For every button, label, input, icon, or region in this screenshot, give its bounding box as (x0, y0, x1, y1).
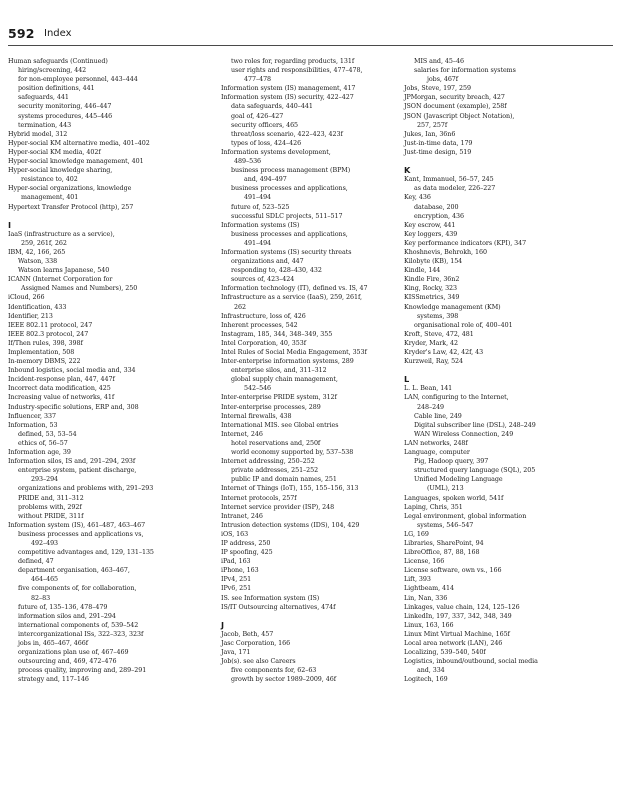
index-subentry: position definitions, 441 (18, 85, 95, 93)
index-entry: Intranet, 246 (221, 512, 263, 520)
header-rule (8, 45, 613, 46)
index-subentry: termination, 443 (18, 121, 72, 129)
index-entry: Intel Corporation, 40, 353f (221, 339, 307, 347)
section-letter-heading: L (404, 374, 410, 385)
index-entry: Hyper-social KM media, 402f (8, 148, 101, 156)
index-subentry: security officers, 465 (231, 121, 299, 129)
section-letter-heading: J (221, 619, 225, 630)
index-entry: management, 401 (21, 194, 79, 202)
index-entry: Hyper-social organizations, knowledge (8, 185, 132, 193)
index-subentry: department organisation, 463–467, (18, 567, 130, 575)
index-entry: Khoshnevis, Behrokh, 160 (404, 248, 487, 256)
index-entry: Inbound logistics, social media and, 334 (8, 367, 136, 375)
index-entry: Jacob, Beth, 457 (221, 630, 274, 638)
index-entry: Internet, 246 (221, 430, 263, 438)
index-subentry: two roles for, regarding products, 131f (231, 58, 355, 65)
index-subentry: information silos and, 291–294 (18, 612, 116, 620)
index-subentry: sources of, 423–424 (231, 276, 295, 284)
index-subentry: global supply chain management, (231, 376, 338, 384)
index-entry: Internet addressing, 250–252 (221, 458, 315, 466)
index-entry: Kant, Immanuel, 56–57, 245 (404, 176, 494, 184)
index-subentry: safeguards, 441 (18, 94, 69, 102)
index-entry: Kryder's Law, 42, 42f, 43 (404, 349, 484, 356)
index-entry: Influencer, 337 (8, 412, 56, 420)
index-entry: In-memory DBMS, 222 (8, 358, 81, 366)
index-entry: systems, 398 (417, 312, 459, 320)
section-spacer (221, 612, 421, 621)
index-subentry: business processes and applications, (231, 185, 348, 193)
index-subentry: without PRIDE, 311f (18, 512, 84, 520)
index-entry: Key, 436 (404, 194, 431, 202)
index-entry: IP spoofing, 425 (221, 549, 273, 557)
index-entry: JPMorgan, security breach, 427 (404, 94, 505, 102)
index-column-1 (8, 57, 208, 684)
index-entry: Information systems (IS) security threats (221, 248, 352, 256)
index-entry: Java, 171 (221, 649, 251, 657)
index-entry: International MIS. see Global entries (221, 421, 339, 429)
index-subentry: 477–478 (244, 76, 272, 84)
index-entry: Instagram, 185, 344, 348–349, 355 (221, 330, 333, 338)
index-entry: 262 (234, 303, 246, 311)
index-subentry: 542–546 (244, 385, 272, 393)
index-entry: iCloud, 266 (8, 294, 45, 302)
index-subentry: Cable line, 249 (414, 412, 462, 420)
index-entry: License software, own vs., 166 (404, 567, 502, 575)
index-entry: IS/IT Outsourcing alternatives, 474f (221, 603, 336, 611)
index-entry: IPv6, 251 (221, 585, 252, 593)
index-entry: Internet service provider (ISP), 248 (221, 503, 335, 511)
index-column-2 (221, 57, 421, 684)
index-entry: iPhone, 163 (221, 567, 259, 575)
index-subentry: threat/loss scenario, 422–423, 423f (231, 130, 343, 138)
index-subentry: competitive advantages and, 129, 131–135 (18, 549, 154, 557)
section-letter-heading: I (8, 219, 12, 230)
index-subentry: responding to, 428–430, 432 (231, 267, 322, 275)
index-entry: Key loggers, 439 (404, 230, 458, 238)
index-subentry: Unified Modeling Language (414, 476, 503, 484)
index-subentry: as data modeler, 226–227 (414, 185, 496, 193)
index-entry: King, Rocky, 323 (404, 285, 458, 293)
index-entry: Job(s). see also Careers (221, 658, 296, 666)
index-entry: IPv4, 251 (221, 576, 252, 584)
index-entry: KISSmetrics, 349 (404, 294, 460, 302)
index-entry: L. L. Bean, 141 (404, 385, 453, 393)
index-subentry: outsourcing and, 469, 472–476 (18, 658, 117, 666)
index-entry: Increasing value of networks, 41f (8, 394, 115, 402)
index-entry: Information systems (IS) (221, 221, 300, 229)
index-entry: IP address, 250 (221, 539, 271, 547)
index-subentry: Digital subscriber line (DSL), 248–249 (414, 421, 536, 429)
index-entry: Inter-enterprise processes, 289 (221, 403, 321, 411)
index-entry: resistance to, 402 (21, 176, 78, 184)
index-entry: Laping, Chris, 351 (404, 503, 463, 511)
index-entry: JSON (Javascript Object Notation), (404, 112, 515, 120)
index-subentry: 491–494 (244, 194, 272, 202)
page-header (8, 26, 620, 44)
index-entry: Identifier, 213 (8, 312, 53, 320)
index-entry: Jukes, Ian, 36n6 (404, 130, 456, 138)
index-entry: Localizing, 539–540, 540f (404, 649, 486, 657)
index-entry: Information age, 39 (8, 449, 71, 457)
index-entry: LG, 169 (404, 530, 429, 538)
index-entry: Jobs, Steve, 197, 259 (404, 85, 471, 93)
index-entry: Internet protocols, 257f (221, 494, 297, 502)
index-entry: Language, computer (404, 449, 470, 457)
index-entry: Inter-enterprise information systems, 289 (221, 358, 354, 366)
index-entry: Kroft, Steve, 472, 481 (404, 330, 474, 338)
index-entry: Intrusion detection systems (IDS), 104, 429 (221, 521, 360, 529)
index-subentry: 293–294 (31, 476, 59, 484)
index-subentry: organizations and problems with, 291–293 (18, 485, 154, 493)
index-subentry: PRIDE and, 311–312 (18, 494, 84, 502)
index-entry: 257, 257f (417, 121, 448, 129)
index-subentry: strategy and, 117–146 (18, 676, 89, 684)
index-entry: Hypertext Transfer Protocol (http), 257 (8, 203, 134, 211)
index-entry: Key escrow, 441 (404, 221, 456, 229)
index-subentry: and, 494–497 (244, 176, 287, 184)
index-subentry: (UML), 213 (427, 485, 464, 493)
index-entry: ICANN (Internet Corporation for (8, 276, 113, 284)
index-column-3 (404, 57, 620, 684)
index-entry: IBM, 42, 166, 265 (8, 248, 66, 256)
index-entry: iOS, 163 (221, 530, 249, 538)
page-number: 592 (8, 26, 35, 41)
index-entry: Lightbeam, 414 (404, 585, 454, 593)
index-entry: Kryder, Mark, 42 (404, 339, 458, 347)
index-entry: Kurzweil, Ray, 524 (404, 358, 464, 366)
index-subentry: organisational role of, 400–401 (414, 321, 513, 329)
index-entry: Hyper-social knowledge sharing, (8, 167, 113, 175)
index-entry: Languages, spoken world, 541f (404, 494, 504, 502)
index-subentry: ethics of, 56–57 (18, 439, 68, 447)
index-subentry: security monitoring, 446–447 (18, 103, 112, 111)
index-entry: Incident-response plan, 447, 447f (8, 376, 115, 384)
index-entry: Logitech, 169 (404, 676, 448, 684)
section-letter-heading: K (404, 165, 411, 176)
index-entry: Inter-enterprise PRIDE system, 312f (221, 394, 337, 402)
index-subentry: salaries for information systems (414, 67, 516, 75)
index-subentry: organizations plan use of, 467–469 (18, 649, 129, 657)
index-entry: and, 334 (417, 667, 445, 675)
index-subentry: structured query language (SQL), 205 (414, 467, 536, 475)
index-entry: Information system (IS) security, 422–427 (221, 94, 354, 102)
index-subentry: growth by sector 1989–2009, 46f (231, 676, 336, 684)
section-spacer (404, 157, 620, 166)
index-entry: Just-in-time data, 179 (404, 139, 473, 147)
index-entry: Implementation, 508 (8, 349, 75, 356)
index-entry: LAN, configuring to the Internet, (404, 394, 509, 402)
section-spacer (404, 366, 620, 375)
index-entry: LibreOffice, 87, 88, 168 (404, 549, 480, 557)
index-entry: License, 166 (404, 558, 445, 566)
index-subentry: for non-employee personnel, 443–444 (18, 76, 138, 84)
section-label: Index (44, 28, 72, 39)
index-entry: Kilobyte (KB), 154 (404, 258, 463, 266)
index-entry: Information, 53 (8, 421, 58, 429)
index-subentry: private addresses, 251–252 (231, 467, 319, 475)
index-subentry: public IP and domain names, 251 (231, 476, 337, 484)
index-entry: iPad, 163 (221, 558, 251, 566)
index-subentry: 464–465 (31, 576, 59, 584)
index-subentry: international components of, 539–542 (18, 621, 139, 629)
index-subentry: business processes and applications, (231, 230, 348, 238)
index-subentry: organizations and, 447 (231, 258, 304, 266)
index-subentry: Watson learns Japanese, 540 (18, 267, 110, 275)
index-subentry: encryption, 436 (414, 212, 464, 220)
index-subentry: MIS and, 45–46 (414, 58, 464, 65)
index-entry: Intel Rules of Social Media Engagement, 353f (221, 349, 367, 356)
index-subentry: business processes and applications vs, (18, 530, 144, 538)
index-entry: Lift, 393 (404, 576, 431, 584)
index-entry: Key performance indicators (KPI), 347 (404, 239, 527, 247)
index-subentry: defined, 53, 53–54 (18, 430, 77, 438)
index-entry: Linux, 163, 166 (404, 621, 454, 629)
index-subentry: future of, 135–136, 478–479 (18, 603, 108, 611)
index-subentry: enterprise system, patient discharge, (18, 467, 137, 475)
index-subentry: 492–493 (31, 539, 59, 547)
index-entry: Knowledge management (KM) (404, 303, 501, 311)
index-subentry: hiring/screening, 442 (18, 67, 87, 75)
index-entry: 248–249 (417, 403, 445, 411)
index-entry: Hyper-social knowledge management, 401 (8, 158, 144, 166)
index-entry: Industry-specific solutions, ERP and, 308 (8, 403, 139, 411)
index-entry: Information system (IS), 461–487, 463–467 (8, 521, 146, 529)
index-entry: JSON document (example), 258f (404, 103, 507, 111)
index-subentry: database, 200 (414, 203, 459, 211)
index-entry: If/Then rules, 398, 398f (8, 339, 83, 347)
index-entry: LAN networks, 248f (404, 439, 468, 447)
index-entry: LinkedIn, 197, 337, 342, 348, 349 (404, 612, 512, 620)
index-subentry: process quality, improving and, 289–291 (18, 667, 147, 675)
index-subentry: five components for, 62–63 (231, 667, 317, 675)
section-spacer (8, 212, 208, 221)
index-entry: Assigned Names and Numbers), 250 (21, 285, 138, 293)
index-entry: Human safeguards (Continued) (8, 58, 108, 65)
index-entry: Legal environment, global information (404, 512, 527, 520)
index-subentry: enterprise silos, and, 311–312 (231, 367, 327, 375)
index-subentry: problems with, 292f (18, 503, 82, 511)
index-entry: IEEE 802.3 protocol, 247 (8, 330, 89, 338)
index-entry: IaaS (infrastructure as a service), (8, 230, 115, 238)
index-entry: Hyper-social KM alternative media, 401–402 (8, 139, 150, 147)
index-subentry: hotel reservations and, 250f (231, 439, 321, 447)
index-entry: Kindle Fire, 36n2 (404, 276, 460, 284)
index-entry: systems, 546–547 (417, 521, 474, 529)
index-entry: Libraries, SharePoint, 94 (404, 539, 484, 547)
index-subentry: future of, 523–525 (231, 203, 290, 211)
index-entry: Jasc Corporation, 166 (221, 640, 291, 647)
index-subentry: jobs in, 465–467, 466f (18, 640, 89, 647)
index-subentry: intercorganizational ISs, 322–323, 323f (18, 630, 144, 638)
index-subentry: types of loss, 424–426 (231, 139, 302, 147)
index-subentry: five components of, for collaboration, (18, 585, 137, 593)
index-entry: Linkages, value chain, 124, 125–126 (404, 603, 520, 611)
index-entry: Inherent processes, 542 (221, 321, 298, 329)
index-subentry: business process management (BPM) (231, 167, 351, 175)
index-entry: Information silos, IS and, 291–294, 293f (8, 458, 136, 466)
index-subentry: world economy supported by, 537–538 (231, 449, 354, 457)
index-subentry: defined, 47 (18, 558, 54, 566)
index-entry: 259, 261f, 262 (21, 239, 67, 247)
index-subentry: WAN Wireless Connection, 249 (414, 430, 514, 438)
index-entry: Internet of Things (IoT), 155, 155–156, 313 (221, 485, 359, 493)
index-subentry: successful SDLC projects, 511–517 (231, 212, 343, 220)
index-subentry: user rights and responsibilities, 477–478, (231, 67, 363, 75)
index-entry: Internal firewalls, 438 (221, 412, 292, 420)
index-entry: Information technology (IT), defined vs. IS, 47 (221, 285, 368, 293)
index-subentry: data safeguards, 440–441 (231, 103, 313, 111)
index-subentry: Watson, 338 (18, 258, 58, 266)
index-entry: IEEE 802.11 protocol, 247 (8, 321, 93, 329)
index-subentry: systems procedures, 445–446 (18, 112, 113, 120)
index-entry: Local area network (LAN), 246 (404, 640, 503, 647)
index-entry: Kindle, 144 (404, 267, 441, 275)
index-entry: Just-time design, 519 (404, 148, 472, 156)
index-entry: Incorrect data modification, 425 (8, 385, 111, 393)
index-entry: Identification, 433 (8, 303, 67, 311)
index-entry: Information system (IS) management, 417 (221, 85, 356, 93)
index-subentry: 82–83 (31, 594, 51, 602)
index-entry: Infrastructure as a service (IaaS), 259, 261f, (221, 294, 362, 302)
index-entry: Lin, Nan, 336 (404, 594, 448, 602)
index-entry: Logistics, inbound/outbound, social media (404, 658, 538, 666)
index-entry: Infrastructure, loss of, 426 (221, 312, 306, 320)
index-subentry: 491–494 (244, 239, 272, 247)
index-entry: Information systems development, (221, 148, 331, 156)
index-entry: Hybrid model, 312 (8, 130, 68, 138)
index-subentry: Pig, Hadoop query, 397 (414, 458, 489, 466)
index-subentry: goal of, 426–427 (231, 112, 284, 120)
index-entry: IS. see Information system (IS) (221, 594, 320, 602)
index-entry: Linux Mint Virtual Machine, 165f (404, 630, 510, 638)
index-subentry: jobs, 467f (427, 76, 459, 84)
index-entry: 489–536 (234, 158, 262, 166)
